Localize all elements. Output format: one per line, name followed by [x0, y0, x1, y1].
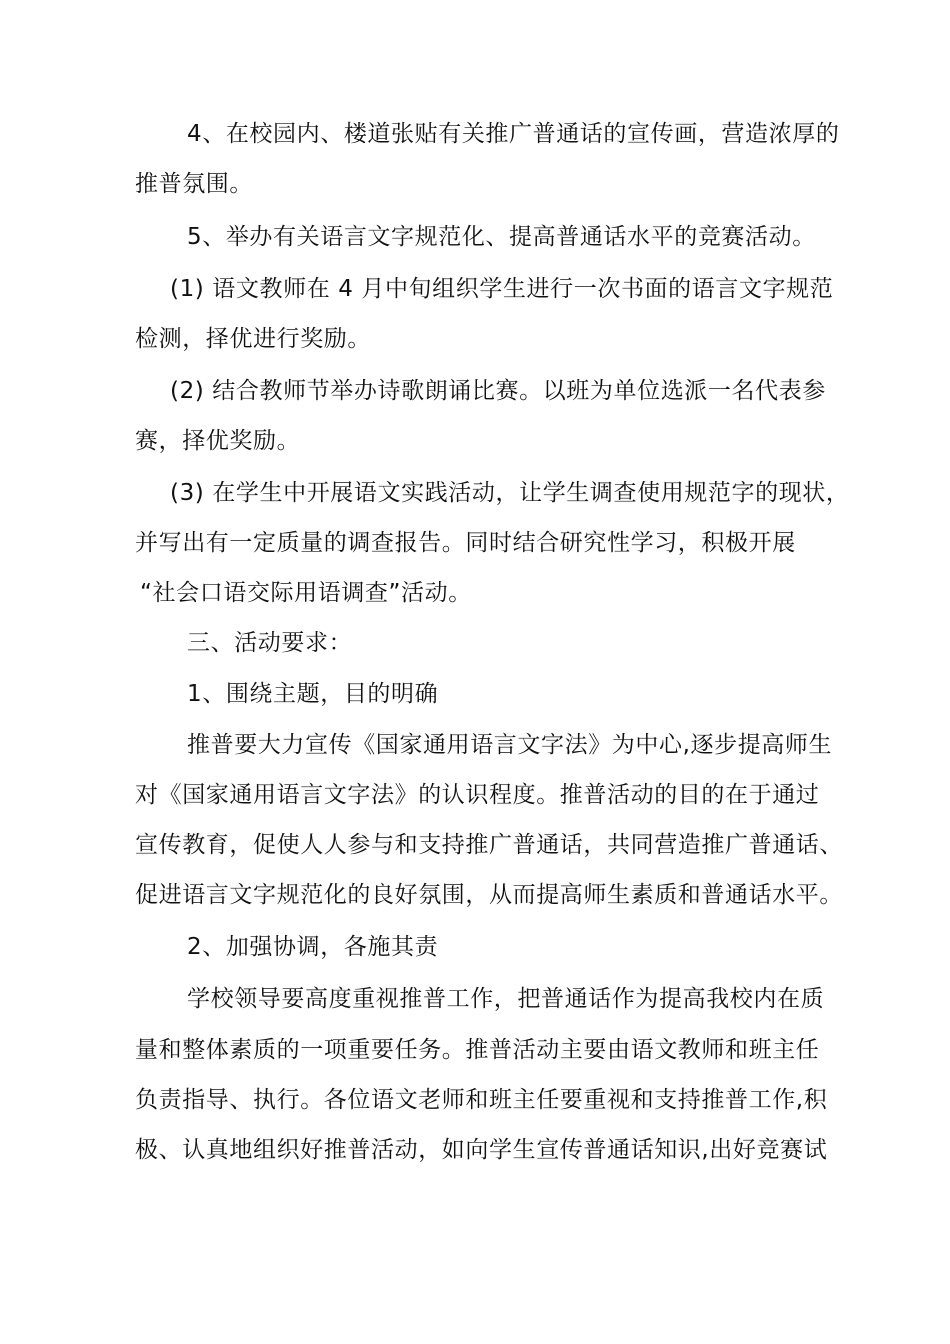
paragraph-line: 极、认真地组织好推普活动，如向学生宣传普通话知识,出好竞赛试 [135, 1137, 828, 1163]
paragraph-line: 5、举办有关语言文字规范化、提高普通话水平的竞赛活动。 [187, 224, 816, 250]
list-item-line: (1) 语文教师在 4 月中旬组织学生进行一次书面的语言文字规范 [170, 276, 834, 302]
paragraph-line: 量和整体素质的一项重要任务。推普活动主要由语文教师和班主任 [135, 1037, 820, 1063]
paragraph-line: “社会口语交际用语调查”活动。 [140, 580, 472, 606]
section-heading: 三、活动要求： [187, 630, 353, 656]
subsection-heading: 1、围绕主题，目的明确 [187, 681, 439, 707]
paragraph-line: 并写出有一定质量的调查报告。同时结合研究性学习，积极开展 [135, 530, 796, 556]
list-item-line: (3) 在学生中开展语文实践活动，让学生调查使用规范字的现状， [170, 480, 850, 506]
paragraph-line: 推普要大力宣传《国家通用语言文字法》为中心,逐步提高师生 [187, 732, 833, 758]
list-item-line: (2) 结合教师节举办诗歌朗诵比赛。以班为单位选派一名代表参 [170, 378, 826, 404]
subsection-heading: 2、加强协调，各施其责 [187, 934, 439, 960]
paragraph-line: 检测，择优进行奖励。 [135, 326, 371, 352]
paragraph-line: 学校领导要高度重视推普工作，把普通话作为提高我校内在质 [187, 986, 825, 1012]
paragraph-line: 负责指导、执行。各位语文老师和班主任要重视和支持推普工作,积 [135, 1087, 828, 1113]
paragraph-line: 4、在校园内、楼道张贴有关推广普通话的宣传画，营造浓厚的 [187, 121, 840, 147]
paragraph-line: 赛，择优奖励。 [135, 428, 301, 454]
paragraph-line: 推普氛围。 [135, 171, 253, 197]
paragraph-line: 宣传教育，促使人人参与和支持推广普通话，共同营造推广普通话、 [135, 832, 843, 858]
paragraph-line: 对《国家通用语言文字法》的认识程度。推普活动的目的在于通过 [135, 782, 820, 808]
paragraph-line: 促进语言文字规范化的良好氛围，从而提高师生素质和普通话水平。 [135, 882, 843, 908]
